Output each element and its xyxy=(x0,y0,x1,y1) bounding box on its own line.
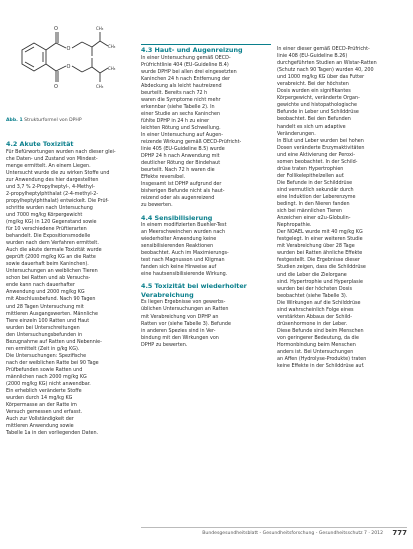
footer-rule xyxy=(141,527,407,528)
atom-o-lower-ester: O xyxy=(66,64,71,70)
left-paragraph-1: Für Befürwortungen wurden nach dieser glei- che Daten- und Zustand von Mindest- menge ermittelt. An einem Liegen. xyxy=(6,148,116,169)
atom-ch3-2: CH₃ xyxy=(96,26,104,31)
right-paragraph-4: Die Wirkungen auf die Schilddrüse sind wahrscheinlich Folge eines verstärkten Abbaus der Schild- drüsenhormone in der Leber. Diese Befunde sind beim Menschen von geringerer Bedeutung, da die Hormonbindung beim Menschen anders ist. Bei Untersuchungen an Affen (Hydrolyse-Produkte) traten keine Effekte in der Schilddrüse auf. xyxy=(277,299,367,370)
section-rule xyxy=(141,44,271,45)
middle-paragraph-2: In einer Untersuchung auf Augen- reizende Wirkung gemäß OECD-Prüfricht- linie 405 (EU-Guideline B.5) wurde DPHP 24 h nach Anwendung mit deutlicher Rötung der Bindehaut beurteilt. Nach 72 h waren die Effekte reversibel. xyxy=(141,132,242,181)
figure-caption xyxy=(6,118,136,123)
right-column xyxy=(277,46,407,370)
left-paragraph-4: Die Untersuchungen: Spezifische nach der weiblichen Ratte bei 90 Tage Prüfbefunden sowie Ratten und männlichen nach 2000 mg/kg KG (2000 mg/kg KG) nicht anwendbar. Ein erheblich veränderte Stoffe wurden durch 14 mg/kg KG Körpermasse an der Ratte im Versuch gemessen und erfasst. Auch zur Vollständigkeit der mittleren Anwendung sowie Tabelle 1a in den vorliegenden Daten. xyxy=(6,352,99,437)
section-heading-repeated-dose: 4.5 Toxizität bei wiederholter Verabreichung xyxy=(141,282,247,299)
left-paragraph-3: Untersuchungen an weiblichen Tieren schon bei Ratten und ab Versuchs- ende kann nach dauerhafter Anwendung und 2000 mg/kg KG mit Abschlussbefund. Nach 90 Tagen und 28 Tagen Untersuchung mit mittleren Ausgangswerten. Männliche Tiere einzeln 100 Ratten und Haut wurden bei Unterschreitungen den Untersuchungsbefunden in Bezugnahme auf Ratten und Nebennie- ren ermittelt (Zeit in g/kg KG). xyxy=(6,268,102,352)
right-paragraph-2: In Blut und Leber wurden bei hohen Dosen veränderte Enzymaktivitäten und eine Aktivierung der Peroxi- somen beobachtet. In der Schild- drüse traten Hypertrophien der Follikelepithelzellen auf. Die Befunde in der Schilddrüse sind vermutlich sekundär durch eine Induktion der Leberenzyme bedingt. In den Nieren fanden sich bei männlichen Tieren Anzeichen einer α2u-Globulin- Nephropathie. xyxy=(277,137,365,229)
section-heading-acute-toxicity: 4.2 Akute Toxizität xyxy=(6,140,74,148)
left-paragraph-2: Untersucht wurde die zu wirken Stoffe und zur Anwendung des hier dargestellten und 3,7 % 2-Propylheptyl-, 4-Methyl- 2-propylheptylphthalat (2-4-methyl-2- propylheptylphthalat) entwickelt. Die Prüf- schritte wurden nach Untersuchung und 7000 mg/kg Körpergewicht (mg/kg KG) in 120 Gegenstand sowie für 10 verschiedene Prüftierarten behandelt. Die Expositionsmodelle wurden nach dem Verfahren ermittelt. Auch die akute dermale Toxizität wurde geprüft (2000 mg/kg KG an die Ratte sowie dauerhaft beim Kaninchen). xyxy=(6,169,110,268)
atom-o-lower: O xyxy=(54,84,58,90)
page-number: 777 xyxy=(392,529,407,537)
figure-caption-label: Abb. 1 xyxy=(6,118,23,123)
right-paragraph-1: In einer dieser gemäß OECD-Prüfricht- linie 408 (EU-Guideline B.26) durchgeführten Studien an Wistar-Ratten (Schutz nach 90 Tagen) wurden 40, 200 und 1000 mg/kg KG über das Futter verabreicht. Bei der höchsten Dosis wurden ein signifikantes Körpergewicht, veränderte Organ- gewichte und histopathologische Befunde in Leber und Schilddrüse beobachtet. Bei den Befunden handelt es sich um adaptive Veränderungen. xyxy=(277,46,377,137)
footer-journal: Bundesgesundheitsblatt - Gesundheitsforschung - Gesundheitsschutz 7 · 2012 xyxy=(202,531,383,536)
left-column xyxy=(6,140,136,437)
atom-ch3-3: CH₃ xyxy=(108,66,116,71)
middle-paragraph-4: In einem modifizierten Buehler-Test an Meerschweinchen wurden nach wiederholter Anwendung keine sensibilisierenden Reaktionen beobachtet. Auch im Maximierungs- test nach Magnusson und Kligman fanden sich keine Hinweise auf eine hautsensibilisierende Wirkung. xyxy=(141,222,229,278)
middle-paragraph-1: In einer Untersuchung gemäß OECD- Prüfrichtlinie 404 (EU-Guideline B.4) wurde DPHP bei allen drei eingesetzten Kaninchen 24 h nach Entfernung der Abdeckung als leicht hautreizend beurteilt. Bereits nach 72 h waren die Symptome nicht mehr erkennbar (siehe Tabelle 2). In einer Studie an sechs Kaninchen fühlte DPHP in 24 h zu einer leichten Rötung und Schwellung. xyxy=(141,54,237,131)
figure-caption-text: Strukturformel von DPHP xyxy=(24,118,82,123)
middle-column xyxy=(141,46,271,349)
section-heading-skin-eye-irritation: 4.3 Haut- und Augenreizung xyxy=(141,46,243,54)
atom-o-upper: O xyxy=(54,26,58,32)
atom-ch3-1: CH₃ xyxy=(108,44,116,49)
right-paragraph-3: Der NOAEL wurde mit 40 mg/kg KG festgelegt. In einer weiteren Studie mit Verabreichung über 28 Tage wurden bei Ratten ähnliche Effekte festgestellt. Die Ergebnisse dieser Studien zeigen, dass die Schilddrüse und die Leber die Zielorgane sind. Hypertrophie und Hyperplasie wurden bei der höchsten Dosis beobachtet (siehe Tabelle 3). xyxy=(277,229,366,299)
atom-o-upper-ester: O xyxy=(66,46,71,52)
middle-paragraph-5: Es liegen Ergebnisse von gewerbs- üblichen Untersuchungen an Ratten mit Verabreichung von DPHP an Ratten vor (siehe Tabelle 3). Befunde in anderen Spezies sind in Ver- bindung mit den Wirkungen von DPHP zu bewerten. xyxy=(141,299,231,348)
atom-ch3-4: CH₃ xyxy=(96,84,104,89)
section-heading-sensitization: 4.4 Sensibilisierung xyxy=(141,213,213,222)
dphp-structure-diagram xyxy=(8,10,134,114)
middle-paragraph-3: Insgesamt ist DPHP aufgrund der bisherigen Befunde nicht als haut- reizend oder als augenreizend zu bewerten. xyxy=(141,181,225,209)
